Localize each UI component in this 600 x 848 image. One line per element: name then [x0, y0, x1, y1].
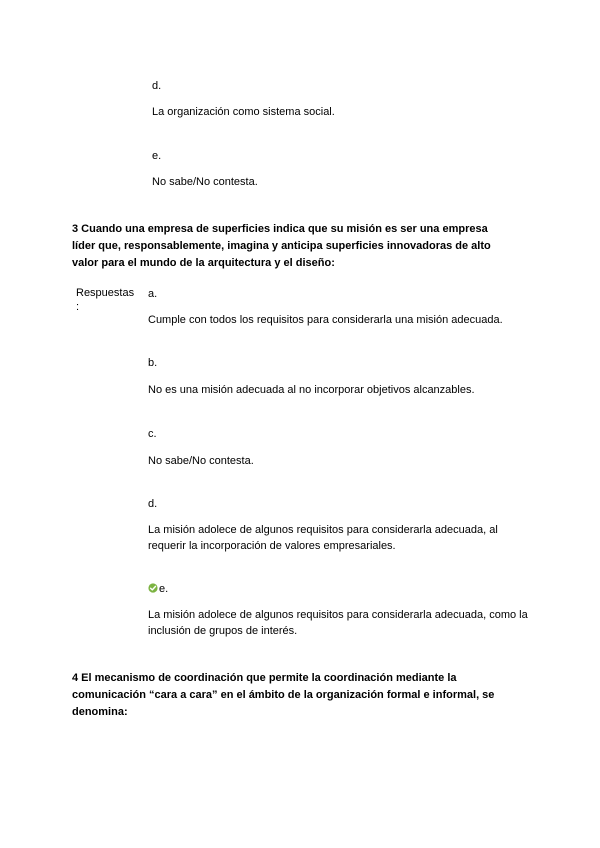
- question-4-title: 4 El mecanismo de coordinación que permite la coordinación mediante la comunicación “cara a cara” en el ámbito de la organización formal e informal, se denomina:: [72, 672, 495, 718]
- option-text-c[interactable]: No sabe/No contesta.: [148, 455, 254, 467]
- option-text-a[interactable]: Cumple con todos los requisitos para considerarla una misión adecuada.: [148, 314, 503, 326]
- option-text-e[interactable]: La misión adolece de algunos requisitos para considerarla adecuada, como la inclusión de grupos de interés.: [148, 609, 528, 637]
- check-circle-icon: [148, 583, 158, 593]
- option-text-b[interactable]: No es una misión adecuada al no incorporar objetivos alcanzables.: [148, 384, 475, 396]
- answers-label-colon: :: [76, 301, 80, 313]
- option-text-e[interactable]: No sabe/No contesta.: [152, 176, 258, 188]
- question-3-title: 3 Cuando una empresa de superficies indica que su misión es ser una empresa líder que, responsablemente, imagina y anticipa superficies innovadoras de alto valor para el mundo de la arquitectura y el diseño:: [72, 223, 491, 269]
- option-text-d[interactable]: La misión adolece de algunos requisitos para considerarla adecuada, al requerir la incorporación de valores empresariales.: [148, 524, 498, 552]
- answers-label-text: Respuestas: [76, 287, 135, 299]
- option-letter-d: d.: [148, 498, 158, 510]
- option-text-d[interactable]: La organización como sistema social.: [152, 106, 335, 118]
- option-letter-d: d.: [152, 80, 162, 92]
- option-letter-a: a.: [148, 288, 158, 300]
- option-letter-e: e.: [159, 583, 169, 595]
- option-letter-c: c.: [148, 428, 157, 440]
- option-letter-e: e.: [152, 150, 162, 162]
- answers-label: [76, 286, 134, 314]
- option-letter-b: b.: [148, 357, 158, 369]
- option-e-selected: [148, 581, 168, 597]
